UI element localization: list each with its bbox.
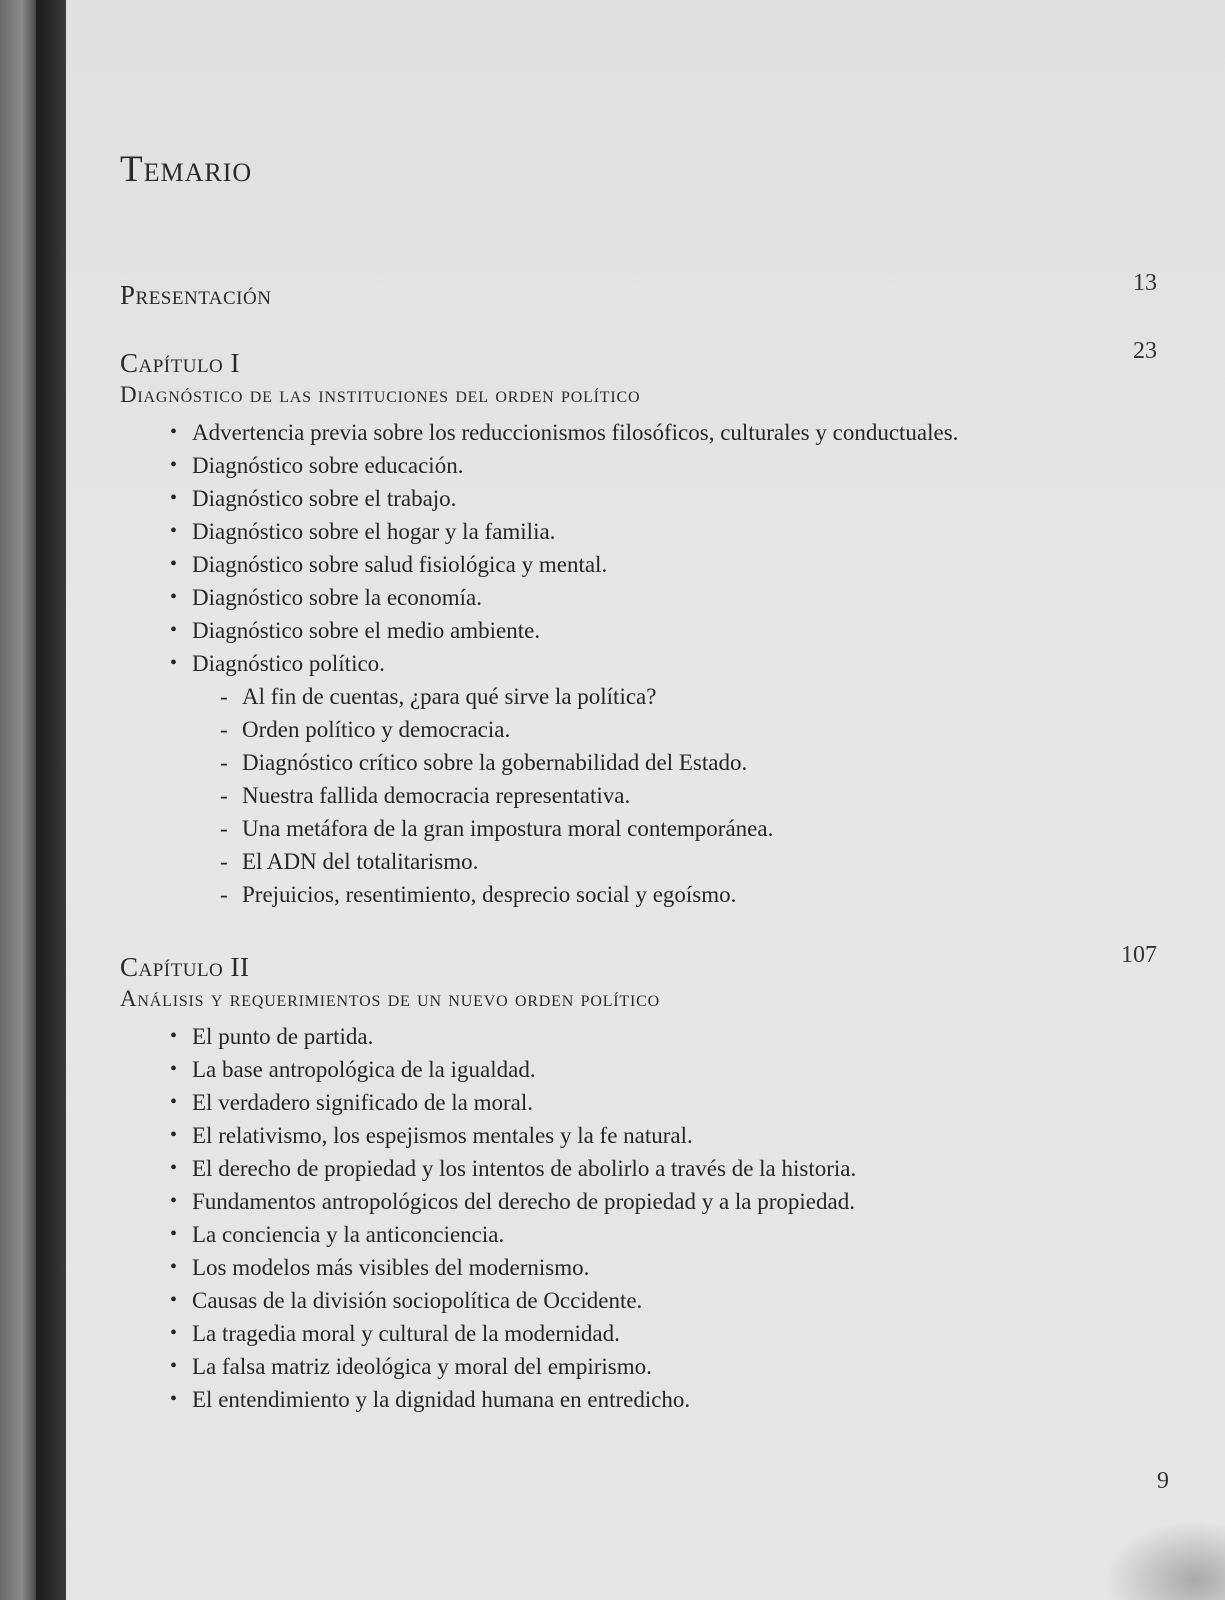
- sub-list-item: - El ADN del totalitarismo.: [220, 845, 1180, 878]
- presentation-page-number: 13: [1133, 270, 1157, 296]
- list-item: • La conciencia y la anticonciencia.: [170, 1218, 1180, 1251]
- list-item: • Diagnóstico sobre la economía.: [170, 581, 1180, 614]
- folio-page-number: 9: [1157, 1468, 1169, 1494]
- sub-list-item: - Prejuicios, resentimiento, desprecio social y egoísmo.: [220, 878, 1180, 911]
- list-item: • Advertencia previa sobre los reduccionismos filosóficos, culturales y conductuales.: [170, 416, 1180, 449]
- chapter-1-entry: [120, 346, 1180, 911]
- list-item: • Diagnóstico sobre salud fisiológica y mental.: [170, 548, 1180, 581]
- list-item: • El verdadero significado de la moral.: [170, 1086, 1180, 1119]
- presentation-title: Presentación: [120, 280, 272, 310]
- sub-list-item: - Una metáfora de la gran impostura moral contemporánea.: [220, 812, 1180, 845]
- list-item: • Diagnóstico sobre el hogar y la familia.: [170, 515, 1180, 548]
- sub-list-item: - Diagnóstico crítico sobre la gobernabilidad del Estado.: [220, 746, 1180, 779]
- list-item: • Diagnóstico sobre el trabajo.: [170, 482, 1180, 515]
- presentation-entry: [120, 278, 1180, 312]
- sub-list-item: - Orden político y democracia.: [220, 713, 1180, 746]
- list-item: • El relativismo, los espejismos mentales y la fe natural.: [170, 1119, 1180, 1152]
- chapter-2-title: Análisis y requerimientos de un nuevo orden político: [120, 986, 660, 1011]
- chapter-2-entry: [120, 950, 1180, 1416]
- list-item: • La base antropológica de la igualdad.: [170, 1053, 1180, 1086]
- page-title: Temario: [120, 149, 253, 190]
- chapter-1-subtopic-list: [192, 680, 1180, 911]
- chapter-1-topic-list: [120, 416, 1180, 911]
- list-item: • Los modelos más visibles del modernismo.: [170, 1251, 1180, 1284]
- list-item: • Diagnóstico sobre educación.: [170, 449, 1180, 482]
- chapter-1-label: Capítulo I: [120, 348, 241, 378]
- book-binding: [0, 0, 36, 1600]
- chapter-2-topic-list: [120, 1020, 1180, 1416]
- list-item: • Diagnóstico sobre el medio ambiente.: [170, 614, 1180, 647]
- list-item-with-sublist: [170, 647, 1180, 911]
- list-item-label: Diagnóstico político.: [192, 651, 385, 676]
- book-gutter: [36, 0, 66, 1600]
- sub-list-item: - Nuestra fallida democracia representativa.: [220, 779, 1180, 812]
- list-item: • Causas de la división sociopolítica de Occidente.: [170, 1284, 1180, 1317]
- book-page: [66, 0, 1225, 1600]
- chapter-1-title: Diagnóstico de las instituciones del orden político: [120, 382, 641, 407]
- list-item: • Fundamentos antropológicos del derecho de propiedad y a la propiedad.: [170, 1185, 1180, 1218]
- list-item: • La falsa matriz ideológica y moral del empirismo.: [170, 1350, 1180, 1383]
- chapter-2-page-number: 107: [1121, 942, 1157, 968]
- sub-list-item: - Al fin de cuentas, ¿para qué sirve la política?: [220, 680, 1180, 713]
- list-item: • El punto de partida.: [170, 1020, 1180, 1053]
- chapter-2-label: Capítulo II: [120, 952, 250, 982]
- list-item: • La tragedia moral y cultural de la modernidad.: [170, 1317, 1180, 1350]
- list-item: • El entendimiento y la dignidad humana en entredicho.: [170, 1383, 1180, 1416]
- chapter-1-page-number: 23: [1133, 338, 1157, 364]
- list-item: • El derecho de propiedad y los intentos de abolirlo a través de la historia.: [170, 1152, 1180, 1185]
